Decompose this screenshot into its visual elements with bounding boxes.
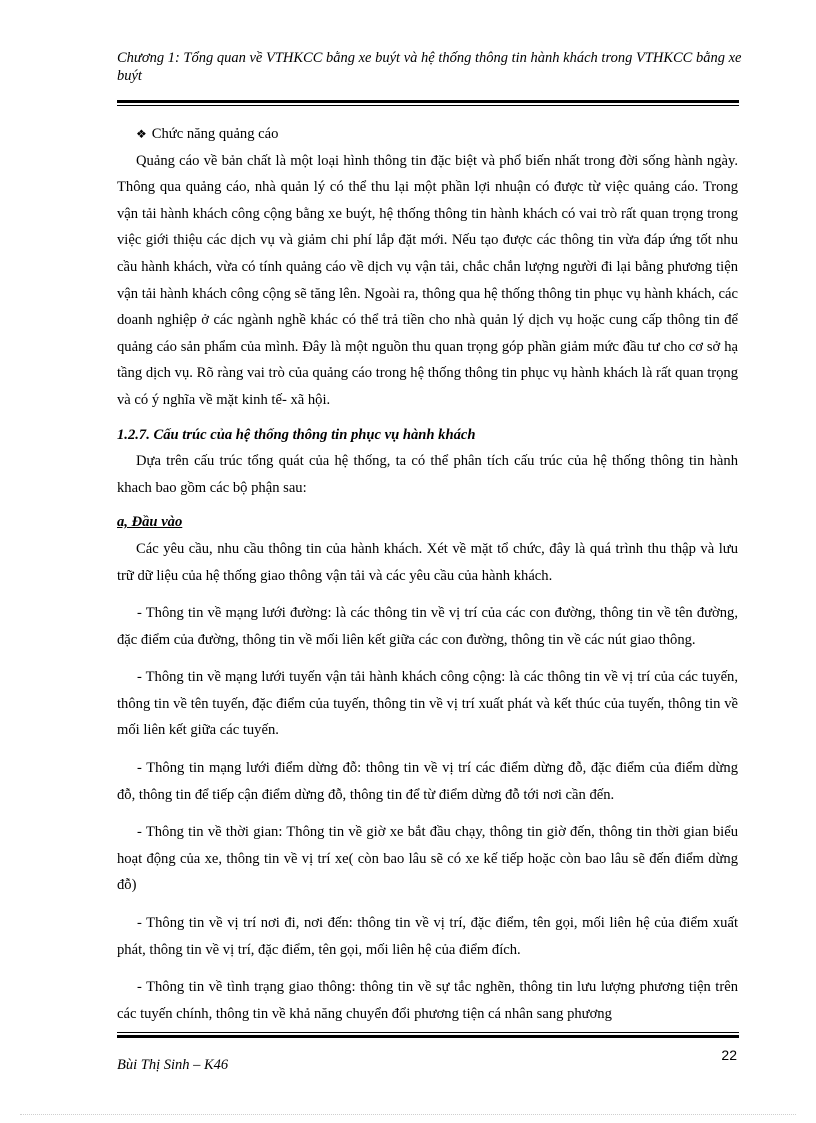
footer-rule-thick xyxy=(117,1035,739,1038)
dash-item-time: - Thông tin về thời gian: Thông tin về giờ xe bắt đầu chạy, thông tin giờ đến, thông tin thời gian biểu hoạt động của xe, thông tin về vị trí xe( còn bao lâu sẽ có xe kế tiếp hoặc còn bao lâu sẽ đến điểm dừng đỗ) xyxy=(117,824,738,894)
dash-item-stop-network: - Thông tin mạng lưới điểm dừng đỗ: thông tin về vị trí các điểm dừng đỗ, đặc điểm của điểm dừng đỗ, thông tin để tiếp cận điểm dừng đỗ, thông tin để từ điểm dừng đỗ tới nơi cần đến. xyxy=(117,760,738,803)
footer-rule-thin xyxy=(117,1032,739,1033)
header-rule-thick xyxy=(117,100,739,103)
dash-item-origin-destination: - Thông tin về vị trí nơi đi, nơi đến: thông tin về vị trí, đặc điểm, tên gọi, mối liên hệ của điểm xuất phát, thông tin về vị trí, đặc điểm, tên gọi, mối liên hệ của điểm đích. xyxy=(117,915,738,958)
page-number: 22 xyxy=(721,1047,737,1063)
paragraph-structure: Dựa trên cấu trúc tổng quát của hệ thống, ta có thể phân tích cấu trúc của hệ thống thông tin hành khach bao gồm các bộ phận sau: xyxy=(117,453,738,496)
section-heading: 1.2.7. Cấu trúc của hệ thống thông tin phục vụ hành khách xyxy=(117,426,476,443)
page-content xyxy=(117,121,738,1027)
dash-item-traffic-status: - Thông tin về tình trạng giao thông: thông tin về sự tắc nghẽn, thông tin lưu lượng phương tiện trên các tuyến chính, thông tin về khả năng chuyển đổi phương tiện cá nhân sang phương xyxy=(117,979,738,1022)
page-edge-divider xyxy=(20,1114,796,1115)
four-diamond-bullet-icon: ❖ xyxy=(136,127,147,141)
bullet-heading-line xyxy=(117,121,738,148)
sub-heading-input: a, Đầu vào xyxy=(117,514,183,531)
dash-item-route-network: - Thông tin về mạng lưới tuyến vận tải hành khách công cộng: là các thông tin về vị trí của các tuyến, thông tin về tên tuyến, đặc điểm của tuyến, thông tin về vị trí xuất phát và kết thúc của tuyến, thông tin về mối liên kết giữa các tuyến. xyxy=(117,669,738,739)
bullet-heading: Chức năng quảng cáo xyxy=(151,126,279,142)
chapter-header: Chương 1: Tổng quan về VTHKCC bằng xe buýt và hệ thống thông tin hành khách trong VTHKCC bằng xe buýt xyxy=(117,50,742,84)
dash-item-road-network: - Thông tin về mạng lưới đường: là các thông tin về vị trí của các con đường, thông tin về tên đường, đặc điểm của đường, thông tin về mối liên kết giữa các con đường, thông tin về các nút giao thông. xyxy=(117,605,738,648)
header-rule-thin xyxy=(117,105,739,106)
paragraph-input: Các yêu cầu, nhu cầu thông tin của hành khách. Xét về mặt tổ chức, đây là quá trình thu thập và lưu trữ dữ liệu của hệ thống giao thông vận tải và các yêu cầu của hành khách. xyxy=(117,540,738,584)
paragraph-advertising: Quảng cáo về bản chất là một loại hình thông tin đặc biệt và phổ biến nhất trong đời sống hành ngày. Thông qua quảng cáo, nhà quản lý có thể thu lại một phần lợi nhuận có được từ việc quảng cáo. Trong vận tải hành khách công cộng bằng xe buýt, hệ thống thông tin hành khách có vai trò rất quan trọng trong việc giới thiệu các dịch vụ và giảm chi phí lắp đặt mới. Nếu tạo được các thông tin vừa đáp ứng tốt nhu cầu hành khách, vừa có tính quảng cáo về dịch vụ vận tải, chắc chắn lượng người đi lại bằng phương tiện vận tải hành khách công cộng sẽ tăng lên. Ngoài ra, thông qua hệ thống thông tin phục vụ hành khách, các doanh nghiệp ở các ngành nghề khác có thể trả tiền cho nhà quản lý dịch vụ hoặc cung cấp thông tin để quảng cáo sản phẩm của mình. Đây là một nguồn thu quan trọng góp phần giảm mức đầu tư cho cơ sở hạ tầng dịch vụ. Rõ ràng vai trò của quảng cáo trong hệ thống thông tin phục vụ hành khách là rất quan trọng và có ý nghĩa về mặt kinh tế- xã hội. xyxy=(117,152,738,408)
footer-author: Bùi Thị Sinh – K46 xyxy=(117,1057,229,1073)
